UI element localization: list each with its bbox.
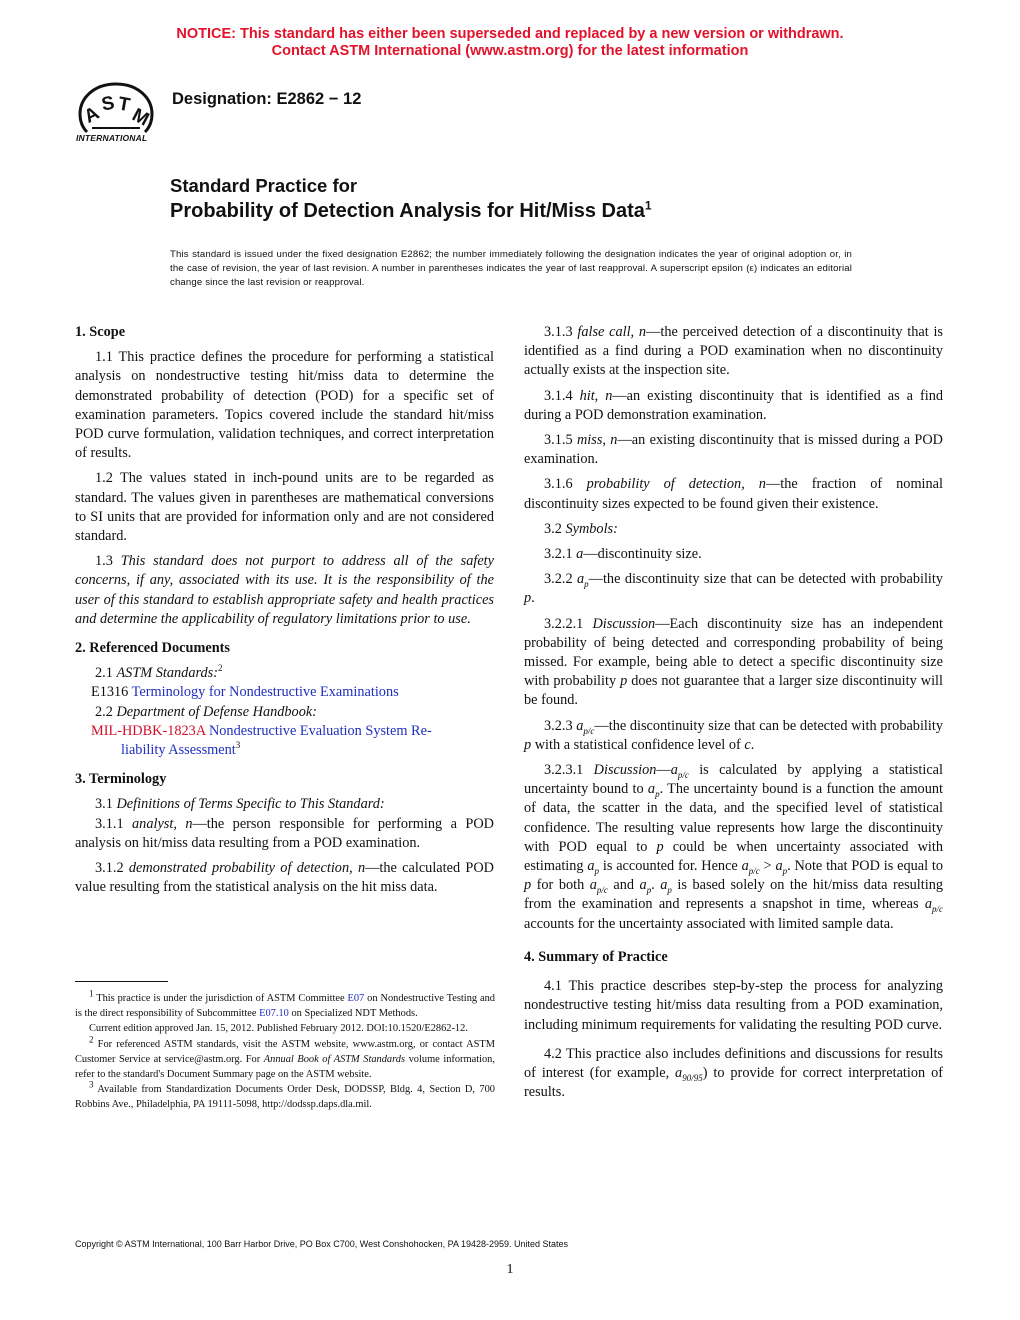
para-3-1: 3.1 Definitions of Terms Specific to This Standard:: [95, 796, 385, 813]
para-3-1-4: 3.1.4 hit, n—an existing discontinuity that is identified as a find during a POD demonstration examination.: [524, 387, 943, 423]
para-2-1: 2.1 ASTM Standards:$^2$: [95, 663, 223, 682]
para-3-1-2: 3.1.2 demonstrated probability of detection, n—the calculated POD value resulting from the statistical analysis on the hit miss data.: [75, 860, 494, 896]
para-2-2: 2.2 Department of Defense Handbook:: [95, 703, 317, 720]
title-text: Probability of Detection Analysis for Hit/Miss Data: [170, 200, 645, 222]
logo-letter-t: T: [116, 93, 132, 117]
footnote-ref-3[interactable]: 3: [235, 740, 241, 751]
para-3-2-2: 3.2.2 $a_p—the$ discontinuity size that can be detected with probability p.: [524, 571, 944, 607]
left-column: [75, 323, 494, 903]
footnote-divider: [75, 981, 168, 982]
title-line-1: Standard Practice for: [170, 175, 358, 196]
section-3-heading: 3. Terminology: [75, 771, 167, 788]
logo-letter-m: M: [128, 104, 153, 131]
para-4-1: 4.1 This practice describes step-by-step the process for analyzing nondestructive testing hit/miss data resulting from a POD examination, including minimum requirements for validating the resulting POD curve.: [524, 978, 943, 1033]
logo-text: INTERNATIONAL: [76, 133, 148, 143]
copyright: Copyright © ASTM International, 100 Barr Harbor Drive, PO Box C700, West Conshohocken, PA 19428-2959. United States: [75, 1239, 569, 1249]
section-2-heading: 2. Referenced Documents: [75, 640, 230, 657]
para-3-1-5: 3.1.5 miss, n—an existing discontinuity that is missed during a POD examination.: [524, 432, 943, 468]
title-line-2: [170, 200, 652, 223]
superseded-notice: [0, 26, 1020, 60]
para-1-2: 1.2 The values stated in inch-pound units are to be regarded as standard. The values given in parentheses are mathematical conversions to SI units that are provided for information only and are not considered standard.: [75, 470, 494, 545]
section-4-heading: 4. Summary of Practice: [524, 948, 668, 965]
para-3-2-3: 3.2.3 $a_{p/c}—the$ discontinuity size that can be detected with probability p with a statistical confidence level of c.: [524, 717, 943, 753]
para-3-1-6: 3.1.6 probability of detection, n—the fraction of nominal discontinuity sizes expected to be found given their existence.: [524, 476, 943, 512]
para-3-1-3: 3.1.3 false call, n—the perceived detection of a discontinuity that is identified as a find during a POD examination when no discontinuity actually exists at the inspection site.: [524, 324, 943, 379]
ref-mil-hdbk-link[interactable]: Nondestructive Evaluation System Re-: [208, 722, 432, 739]
committee-e07-link[interactable]: E07: [347, 993, 365, 1004]
ref-e1316-link[interactable]: Terminology for Nondestructive Examinations: [131, 684, 399, 701]
para-1-3: 1.3 This standard does not purport to address all of the safety concerns, if any, associated with its use. It is the responsibility of the user of this standard to establish appropriate safety and health practices and determine the applicability of regulatory limitations prior to use.: [75, 553, 494, 627]
footnotes: [75, 988, 495, 1113]
para-3-2: 3.2 Symbols:: [544, 520, 618, 537]
footnote-1: $^1$ This practice is under the jurisdiction of ASTM Committee E07 on Nondestructive Testing and is the direct responsibility of Subcommittee E07.10 on Specialized NDT Methods.: [75, 988, 495, 1020]
safety-caveat: This standard does not purport to address all of the safety concerns, if any, associated with its use. It is the responsibility of the user of this standard to establish appropriate safety and health practices and determine the applicability of regulatory limitations prior to use.: [75, 553, 494, 627]
title-footnote-mark[interactable]: 1: [644, 198, 652, 213]
para-3-2-3-1: 3.2.3.1 $Discussion—a_{p/c}$ is calculated by applying a statistical uncertainty bound to $a_p$. The uncertainty bound is a function the amount of data, the scatter in the data, and the specified level of statistical confidence. The resulting value represents how large the discontinuity with POD equal to p could be when uncertainty associated with estimating $a_p$ is accounted for. Hence $a_{p/c} > a_p$. Note that POD is equal to p for both $a_{p/c}$ and $a_p$. $a_p$ is based solely on the hit/miss data resulting from the examination and represents a snapshot in time, whereas $a_{p/c}$ accounts for the uncertainty associated with limited sample data.: [524, 762, 944, 932]
page-number: 1: [506, 1262, 514, 1277]
logo-letter-a: A: [80, 102, 103, 128]
section-1-heading: 1. Scope: [75, 324, 126, 340]
para-3-2-1: 3.2.1 a—discontinuity size.: [544, 546, 702, 563]
para-3-1-1: 3.1.1 analyst, n—the person responsible for performing a POD analysis on hit/miss data resulting from a POD examination.: [75, 815, 494, 851]
ref-mil-hdbk-code[interactable]: MIL-HDBK-1823A: [91, 722, 206, 739]
para-3-2-2-1: 3.2.2.1 Discussion—Each discontinuity size has an independent probability of being detected and corresponding probability of being missed. For example, being able to detect a specific discontinuity size with probability p does not guarantee that a larger size discontinuity will be found.: [524, 615, 943, 709]
logo-letter-s: S: [99, 92, 117, 116]
subcommittee-e07-10-link[interactable]: E07.10: [259, 1008, 289, 1020]
ref-mil-hdbk[interactable]: [91, 722, 494, 741]
designation: Designation: E2862 − 12: [172, 90, 362, 108]
footnote-ref-2[interactable]: 2: [218, 663, 223, 674]
para-1-1: 1.1 This practice defines the procedure for performing a statistical analysis on nondestructive testing hit/miss data to determine the demonstrated probability of detection (POD) for a specific set of examination parameters. Topics covered include the standard hit/miss POD curve formulation, validation techniques, and correct interpretation of results.: [75, 349, 494, 462]
preamble: This standard is issued under the fixed designation E2862; the number immediately following the designation indicates the year of original adoption or, in the case of revision, the year of last revision. A number in parentheses indicates the year of last reapproval. A superscript epsilon (ε) indicates an editorial change since the last revision or reapproval.: [170, 249, 852, 288]
footnote-3: $^3$ Available from Standardization Documents Order Desk, DODSSP, Bldg. 4, Section D, 700 Robbins Ave., Philadelphia, PA 19111-5098, http://dodssp.daps.dla.mil.: [75, 1079, 495, 1111]
right-column: [524, 323, 943, 1108]
ref-e1316[interactable]: E1316 Terminology for Nondestructive Examinations: [91, 684, 399, 701]
notice-line-1: NOTICE: This standard has either been superseded and replaced by a new version or withdrawn.: [176, 26, 844, 42]
para-4-2: 4.2 This practice also includes definitions and discussions for results of interest (for example, $a_{90/95}$) to provide for correct interpretation of results.: [524, 1045, 943, 1101]
footnote-1-edition: Current edition approved Jan. 15, 2012. Published February 2012. DOI:10.1520/E2862-12.: [89, 1023, 468, 1035]
footnote-2: $^2$ For referenced ASTM standards, visit the ASTM website, www.astm.org, or contact ASTM Customer Service at service@astm.org. For Annual Book of ASTM Standards volume information, refer to the standard's Document Summary page on the ASTM website.: [75, 1034, 495, 1081]
ref-mil-hdbk-cont: liability Assessment$^3$: [121, 740, 241, 759]
notice-line-2: Contact ASTM International (www.astm.org) for the latest information: [271, 43, 749, 59]
